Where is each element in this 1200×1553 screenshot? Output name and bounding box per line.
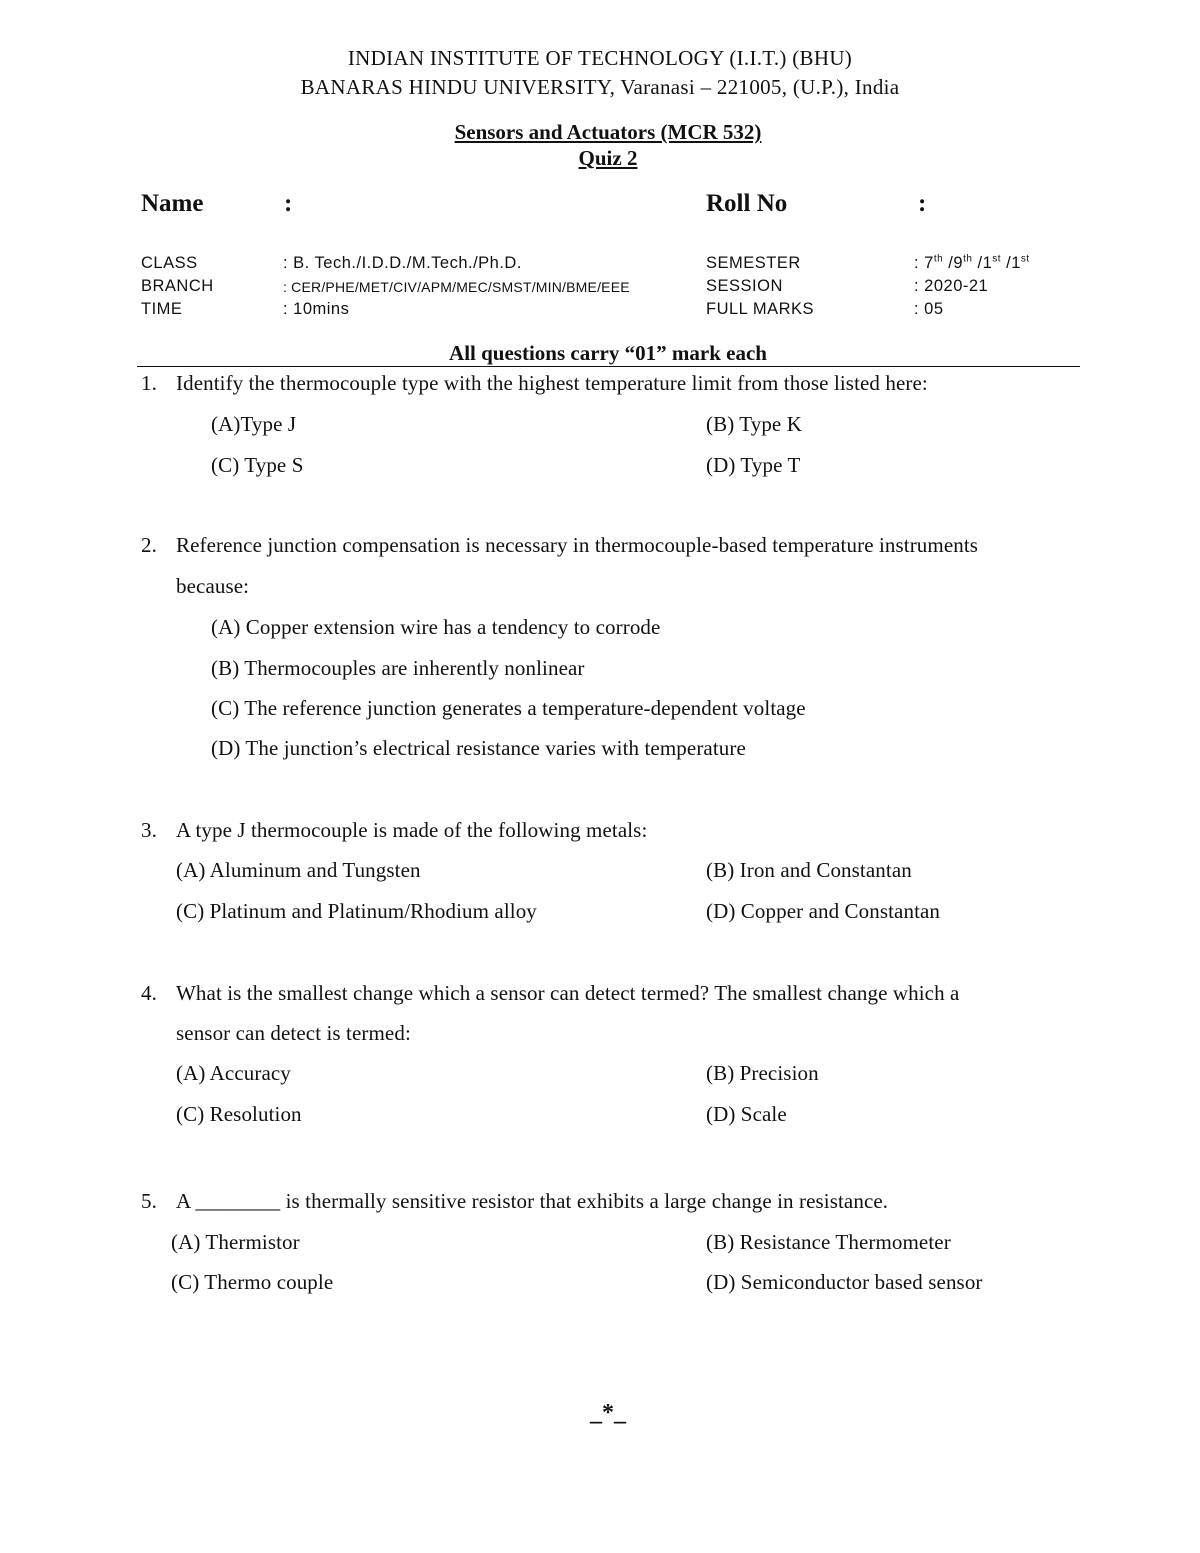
- option-a: (A)Type J: [211, 412, 297, 436]
- option-b: (B) Iron and Constantan: [706, 858, 912, 882]
- question-number: 2.: [141, 533, 157, 557]
- question-text: Identify the thermocouple type with the highest temperature limit from those listed here:: [176, 371, 928, 395]
- quiz-title: Quiz 2: [578, 146, 638, 170]
- option-b: (B) Type K: [706, 412, 802, 436]
- semester-label: SEMESTER: [706, 254, 801, 272]
- question-text: What is the smallest change which a sensor can detect termed? The smallest change which a: [176, 981, 960, 1005]
- roll-colon: :: [918, 190, 927, 217]
- class-value: : B. Tech./I.D.D./M.Tech./Ph.D.: [283, 254, 522, 272]
- university-address: BANARAS HINDU UNIVERSITY, Varanasi – 221005, (U.P.), India: [300, 75, 900, 99]
- branch-label: BRANCH: [141, 277, 214, 295]
- marks-instruction: All questions carry “01” mark each: [449, 341, 767, 365]
- session-label: SESSION: [706, 277, 783, 295]
- course-title: Sensors and Actuators (MCR 532): [454, 120, 762, 144]
- option-c: (C) Thermo couple: [171, 1270, 334, 1294]
- option-a: (A) Aluminum and Tungsten: [176, 858, 421, 882]
- time-label: TIME: [141, 300, 183, 318]
- option-d: (D) The junction’s electrical resistance varies with temperature: [211, 736, 746, 760]
- class-label: CLASS: [141, 254, 198, 272]
- option-b: (B) Thermocouples are inherently nonlinear: [211, 656, 585, 680]
- full-marks-value: : 05: [914, 300, 944, 318]
- question-number: 4.: [141, 981, 157, 1005]
- question-text: A type J thermocouple is made of the following metals:: [176, 818, 648, 842]
- question-number: 3.: [141, 818, 157, 842]
- option-b: (B) Precision: [706, 1061, 819, 1085]
- full-marks-label: FULL MARKS: [706, 300, 814, 318]
- session-value: : 2020-21: [914, 277, 989, 295]
- option-a: (A) Accuracy: [176, 1061, 291, 1085]
- end-marker: _*_: [590, 1400, 626, 1426]
- semester-value: : 7th /9th /1st /1st: [914, 253, 1030, 272]
- option-d: (D) Type T: [706, 453, 801, 477]
- option-d: (D) Copper and Constantan: [706, 899, 941, 923]
- option-c: (C) Type S: [211, 453, 304, 477]
- option-a: (A) Copper extension wire has a tendency to corrode: [211, 615, 661, 639]
- question-number: 5.: [141, 1189, 157, 1213]
- branch-value: : CER/PHE/MET/CIV/APM/MEC/SMST/MIN/BME/EEE: [283, 279, 630, 295]
- option-b: (B) Resistance Thermometer: [706, 1230, 951, 1254]
- question-text-cont: because:: [176, 574, 250, 598]
- time-value: : 10mins: [283, 300, 350, 318]
- option-d: (D) Scale: [706, 1102, 787, 1126]
- question-text: Reference junction compensation is necessary in thermocouple-based temperature instruments: [176, 533, 979, 557]
- option-a: (A) Thermistor: [171, 1230, 300, 1254]
- question-number: 1.: [141, 371, 157, 395]
- option-d: (D) Semiconductor based sensor: [706, 1270, 983, 1294]
- roll-label: Roll No: [706, 190, 788, 217]
- question-text-cont: sensor can detect is termed:: [176, 1021, 411, 1045]
- name-label: Name: [141, 190, 204, 217]
- divider-rule: [137, 366, 1080, 367]
- name-colon: :: [284, 190, 293, 217]
- option-c: (C) Platinum and Platinum/Rhodium alloy: [176, 899, 537, 923]
- institute-name: INDIAN INSTITUTE OF TECHNOLOGY (I.I.T.) (BHU): [347, 46, 853, 70]
- option-c: (C) The reference junction generates a temperature-dependent voltage: [211, 696, 806, 720]
- question-text: A ________ is thermally sensitive resistor that exhibits a large change in resistance.: [176, 1189, 889, 1213]
- option-c: (C) Resolution: [176, 1102, 302, 1126]
